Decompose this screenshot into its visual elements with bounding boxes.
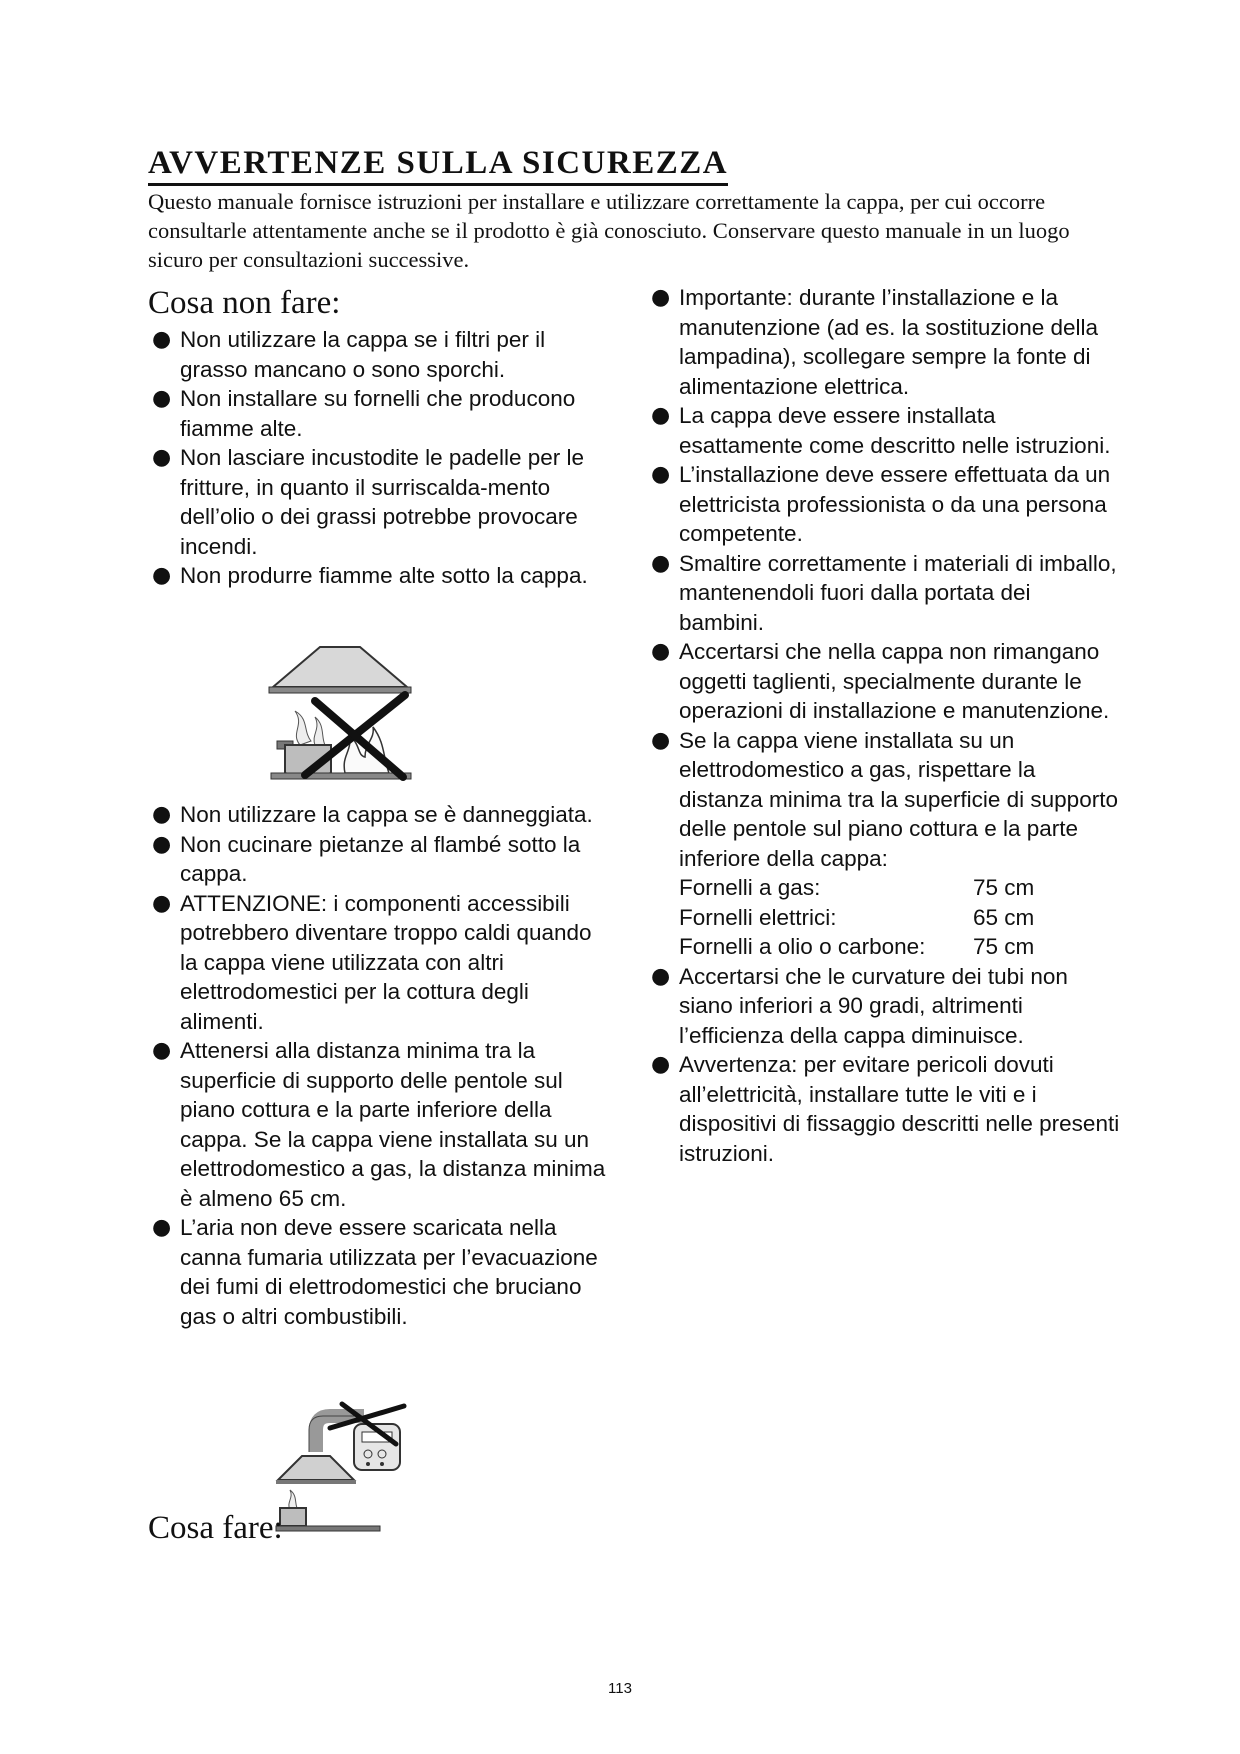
list-item: ● Se la cappa viene installata su un elettrodomestico a gas, rispettare la distanza minima tra la superficie di supporto delle pentole sul piano cottura e la parte inferiore della cappa: Fornelli a gas: 75 cm Fornelli elettrici: 65 cm Fornelli a olio o carbone: 75 cm [651, 726, 1121, 962]
list-item: ● Non installare su fornelli che producono fiamme alte. [152, 386, 576, 441]
bullet-icon: ● [152, 327, 172, 352]
list-item: ● Accertarsi che nella cappa non rimangano oggetti taglienti, specialmente durante le operazioni di installazione e manutenzione. [651, 639, 1110, 723]
bullet-icon: ● [152, 890, 172, 916]
no-shared-flue-illustration [272, 1400, 412, 1535]
list-item: ● L’aria non deve essere scaricata nella canna fumaria utilizzata per l’evacuazione dei fumi di elettrodomestici che bruciano gas o altri combustibili. [152, 1215, 598, 1329]
list-item: ● Non utilizzare la cappa se è danneggiata. [152, 800, 614, 830]
list-item: ● Non utilizzare la cappa se i filtri per il grasso mancano o sono sporchi. [152, 327, 546, 382]
donts-heading: Cosa non fare: [148, 285, 341, 321]
bullet-icon: ● [651, 403, 671, 428]
dos-heading: Cosa fare: [148, 1510, 283, 1546]
bullet-icon: ● [651, 550, 671, 576]
list-item: ● Smaltire correttamente i materiali di imballo, mantenendoli fuori dalla portata dei bambini. [651, 550, 1117, 635]
list-item: ● ATTENZIONE: i componenti accessibili potrebbero diventare troppo caldi quando la cappa viene utilizzata con altri elettrodomestici per la cottura degli alimenti. [152, 890, 592, 1034]
list-item: ● Accertarsi che le curvature dei tubi non siano inferiori a 90 gradi, altrimenti l’efficienza della cappa diminuisce. [651, 963, 1068, 1048]
list-item: ● Avvertenza: per evitare pericoli dovuti all’elettricità, installare tutte le viti e i dispositivi di fissaggio descritti nelle presenti istruzioni. [651, 1052, 1120, 1166]
distance-row-gas: Fornelli a gas: 75 cm [679, 875, 1035, 900]
bullet-icon: ● [152, 445, 172, 470]
list-item: ● Non produrre fiamme alte sotto la cappa. [152, 561, 614, 591]
list-item: ● Attenersi alla distanza minima tra la superficie di supporto delle pentole sul piano cottura e la parte inferiore della cappa. Se la cappa viene installata su un elettrodomestico a gas, la distanza minima è almeno 65 cm. [152, 1038, 606, 1211]
bullet-icon: ● [651, 462, 671, 487]
list-item: ● Importante: durante l’installazione e la manutenzione (ad es. la sostituzione della lampadina), scollegare sempre la fonte di alimentazione elettrica. [651, 285, 1099, 399]
bullet-icon: ● [651, 1052, 671, 1077]
distance-row-electric: Fornelli elettrici: 65 cm [679, 904, 1035, 930]
list-item: ● La cappa deve essere installata esattamente come descritto nelle istruzioni. [651, 403, 1111, 458]
bullet-icon: ● [152, 802, 172, 827]
no-flames-illustration [265, 645, 415, 785]
page-number: 113 [608, 1680, 632, 1697]
donts-list-a [152, 325, 614, 591]
bullet-icon: ● [651, 639, 671, 664]
intro-paragraph: Questo manuale fornisce istruzioni per installare e utilizzare correttamente la cappa, per cui occorre consultarle attentamente anche se il prodotto è già conosciuto. Conservare questo manuale in un luogo sicuro per consultazioni successive. [148, 189, 1070, 272]
dos-list [651, 283, 1121, 1168]
list-item: ● Non cucinare pietanze al flambé sotto la cappa. [152, 831, 581, 886]
page-title: AVVERTENZE SULLA SICUREZZA [148, 143, 728, 186]
distance-row-oil-coal: Fornelli a olio o carbone: 75 cm [679, 934, 1035, 959]
bullet-icon: ● [651, 963, 671, 989]
donts-list-b [152, 800, 614, 1331]
bullet-icon: ● [152, 563, 172, 588]
bullet-icon: ● [152, 1215, 172, 1240]
bullet-icon: ● [152, 1038, 172, 1063]
bullet-icon: ● [152, 386, 172, 411]
bullet-icon: ● [651, 727, 671, 753]
list-item: ● Non lasciare incustodite le padelle per le fritture, in quanto il surriscalda-mento dell’olio o dei grassi potrebbe provocare incendi. [152, 445, 584, 559]
bullet-icon: ● [152, 831, 172, 857]
list-item: ● L’installazione deve essere effettuata da un elettricista professionista o da una persona competente. [651, 462, 1111, 546]
bullet-icon: ● [651, 285, 671, 310]
